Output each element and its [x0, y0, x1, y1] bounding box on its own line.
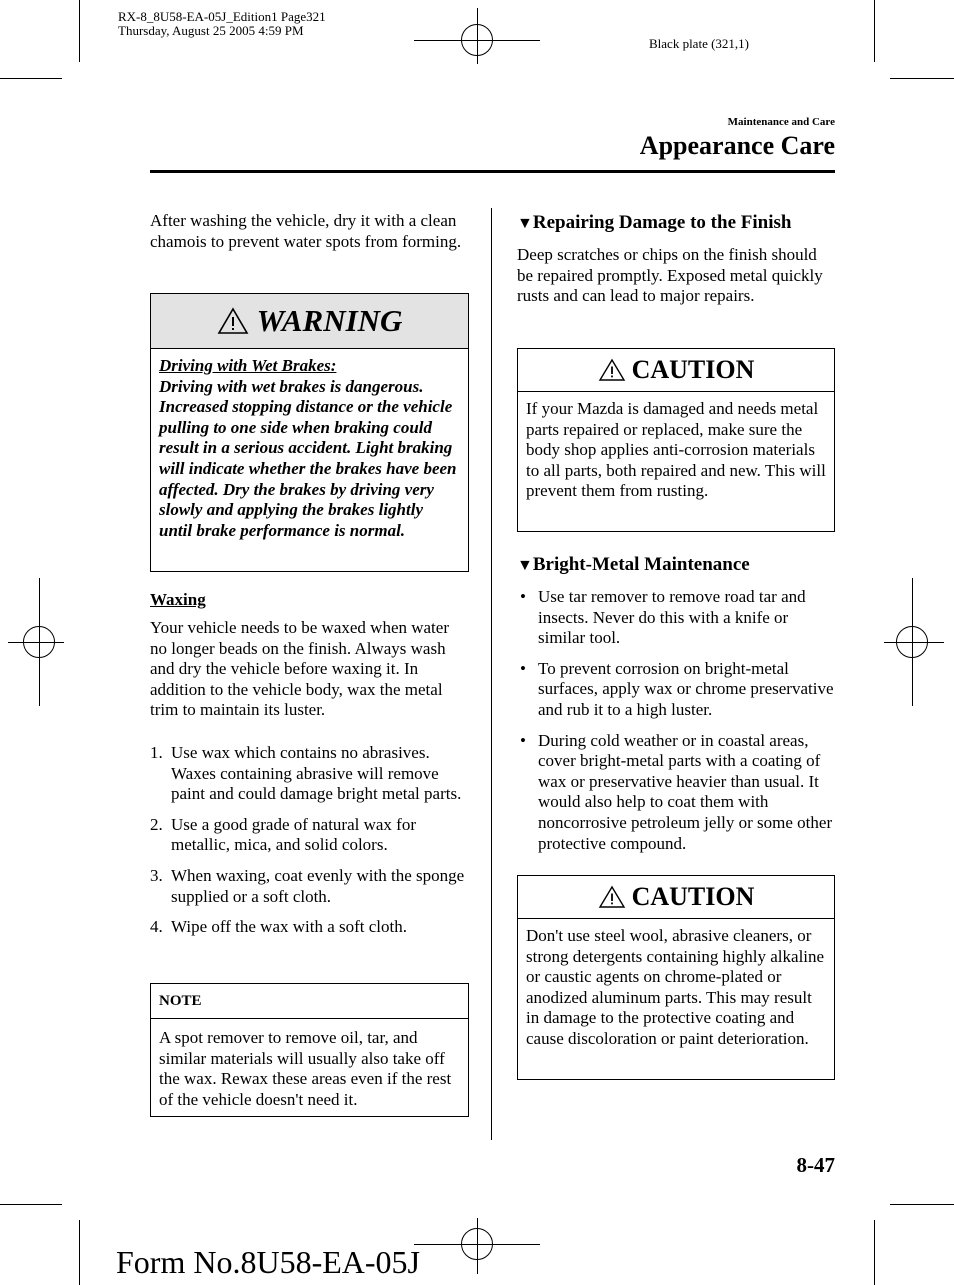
list-item: [517, 731, 837, 855]
note-box: [150, 983, 469, 1117]
plate-label: Black plate (321,1): [649, 36, 749, 51]
warning-box: [150, 293, 469, 572]
step-number: 1.: [150, 743, 163, 762]
warning-triangle-icon: [217, 307, 249, 335]
step-text: Use wax which contains no abrasives. Waxes containing abrasive will remove paint and could damage bright metal parts.: [171, 743, 462, 804]
step-text: Wipe off the wax with a soft cloth.: [171, 917, 407, 937]
form-number: Form No.8U58-EA-05J: [116, 1244, 420, 1280]
step-text: When waxing, coat evenly with the sponge supplied or a soft cloth.: [171, 865, 465, 906]
page-number: 8-47: [796, 1153, 835, 1177]
step-text: Use a good grade of natural wax for metallic, mica, and solid colors.: [171, 814, 416, 855]
header-rule: [150, 170, 835, 173]
caution-box-2: [517, 875, 835, 1080]
step-number: 4.: [150, 917, 163, 937]
list-item: [150, 917, 470, 938]
bright-metal-heading: [517, 554, 750, 577]
print-job-line: RX-8_8U58-EA-05J_Edition1 Page321: [118, 9, 326, 24]
bullet-icon: •: [520, 730, 526, 750]
column-divider: [491, 208, 492, 1140]
waxing-steps: [150, 743, 470, 938]
waxing-heading: Waxing: [150, 590, 206, 609]
note-text: A spot remover to remove oil, tar, and similar materials will usually also take off the wax. Rewax these areas even if the rest of the vehicle doesn't need it.: [159, 1028, 452, 1109]
list-item: [517, 587, 837, 649]
caution-title: CAUTION: [631, 355, 755, 384]
bullet-text: Use tar remover to remove road tar and insects. Never do this with a knife or similar tool.: [538, 587, 806, 648]
warning-text: Driving with wet brakes is dangerous. Increased stopping distance or the vehicle pulling to one side when braking could result in a serious accident. Light braking will indicate whether the brakes have been affected. Dry the brakes by driving very slowly and applying the brakes lightly until brake performance is normal.: [159, 376, 457, 540]
caution-header: [518, 349, 834, 392]
bright-metal-list: [517, 587, 837, 854]
repair-heading-text: Repairing Damage to the Finish: [532, 212, 792, 233]
caution-header: [518, 876, 834, 919]
list-item: [150, 866, 470, 907]
waxing-intro: Your vehicle needs to be waxed when water no longer beads on the finish. Always wash and dry the vehicle before waxing it. In addition to the vehicle body, wax the metal trim to maintain its luster.: [150, 618, 449, 720]
list-item: [150, 743, 470, 805]
warning-title: WARNING: [256, 303, 403, 338]
bullet-icon: •: [520, 587, 526, 606]
bright-metal-heading-text: Bright-Metal Maintenance: [532, 554, 750, 575]
step-number: 2.: [150, 814, 163, 834]
note-title: NOTE: [151, 984, 468, 1019]
triangle-down-icon: ▼: [517, 557, 533, 574]
warning-header: [151, 294, 468, 349]
bullet-text: To prevent corrosion on bright-metal surfaces, apply wax or chrome preservative and rub it to a high luster.: [538, 658, 834, 719]
bullet-text: During cold weather or in coastal areas, cover bright-metal parts with a coating of wax or preservative heavier than usual. It would also help to coat them with noncorrosive petroleum jelly or some other protective compound.: [538, 730, 833, 853]
caution-text: Don't use steel wool, abrasive cleaners, or strong detergents containing highly alkaline or caustic agents on chrome-plated or anodized aluminum parts. This may result in damage to the protective coating and cause discoloration or paint deterioration.: [526, 926, 825, 1048]
intro-paragraph: After washing the vehicle, dry it with a clean chamois to prevent water spots from forming.: [150, 211, 462, 251]
repair-heading: [517, 212, 791, 235]
print-date-line: Thursday, August 25 2005 4:59 PM: [118, 23, 304, 38]
list-item: [517, 659, 837, 721]
section-label: Maintenance and Care: [727, 116, 835, 128]
warning-triangle-icon: [598, 358, 626, 382]
warning-subtitle: Driving with Wet Brakes:: [159, 356, 337, 375]
triangle-down-icon: ▼: [517, 215, 533, 232]
list-item: [150, 815, 470, 856]
caution-text: If your Mazda is damaged and needs metal parts repaired or replaced, make sure the body shop applies anti-corrosion materials to all parts, both repaired and new. This will prevent them from rusting.: [526, 399, 826, 501]
caution-box-1: [517, 348, 835, 532]
warning-triangle-icon: [598, 885, 626, 909]
repair-paragraph: Deep scratches or chips on the finish should be repaired promptly. Exposed metal quickly rusts and can lead to major repairs.: [517, 245, 823, 306]
caution-title: CAUTION: [631, 882, 755, 911]
bullet-icon: •: [520, 658, 526, 678]
page-title: Appearance Care: [639, 131, 835, 160]
step-number: 3.: [150, 865, 163, 885]
